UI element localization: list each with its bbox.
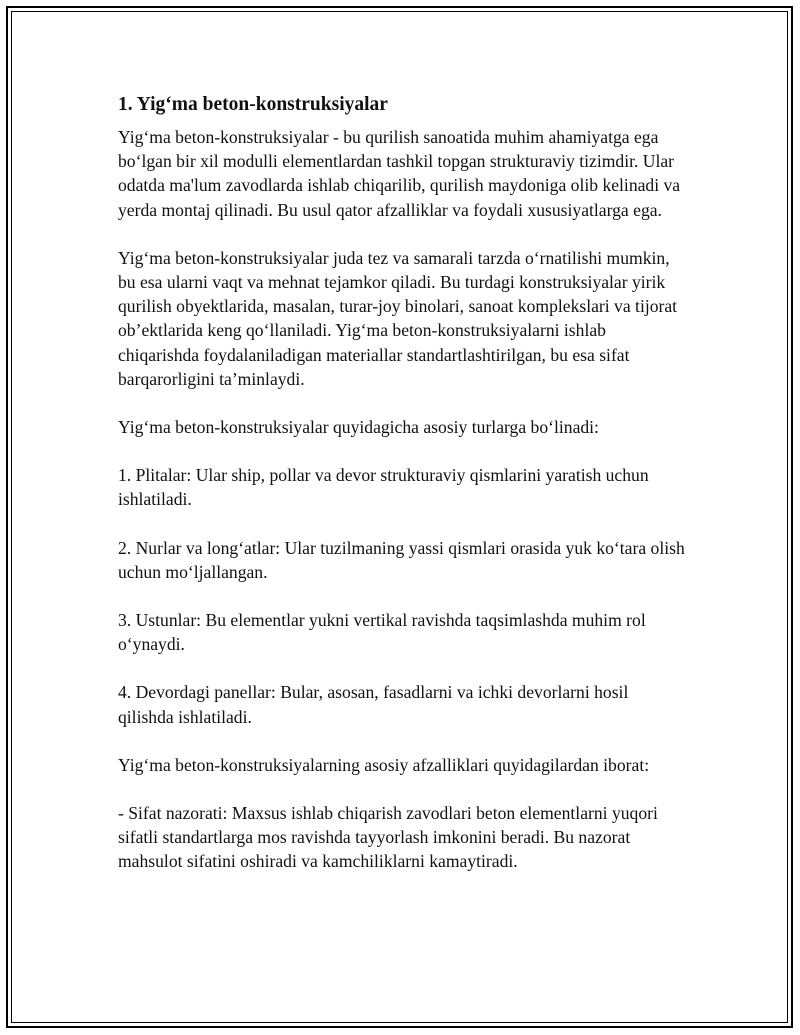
list-item-wall-panels: 4. Devordagi panellar: Bular, asosan, fasadlarni va ichki devorlarni hosil qilishda ishlatiladi. xyxy=(118,682,629,727)
document-body xyxy=(118,92,686,898)
paragraph-types-intro: Yig‘ma beton-konstruksiyalar quyidagicha asosiy turlarga bo‘linadi: xyxy=(118,417,599,438)
paragraph-benefits-intro: Yig‘ma beton-konstruksiyalarning asosiy afzalliklari quyidagilardan iborat: xyxy=(118,754,650,775)
list-item-beams: 2. Nurlar va long‘atlar: Ular tuzilmaning yassi qismlari orasida yuk ko‘tara olish uchun mo‘ljallangan. xyxy=(118,537,685,582)
list-item-quality-control: - Sifat nazorati: Maxsus ishlab chiqarish zavodlari beton elementlarni yuqori sifatli standartlarga mos ravishda tayyorlash imkonini beradi. Bu nazorat mahsulot sifatini oshiradi va kamchiliklarni kamaytiradi. xyxy=(118,803,658,872)
section-heading: 1. Yig‘ma beton-konstruksiyalar xyxy=(118,94,388,115)
paragraph-intro: Yig‘ma beton-konstruksiyalar - bu qurilish sanoatida muhim ahamiyatga ega bo‘lgan bir xil modulli elementlardan tashkil topgan strukturaviy tizimdir. Ular odatda ma'lum zavodlarda ishlab chiqarilib, qurilish maydoniga olib kelinadi va yerda montaj qilinadi. Bu usul qator afzalliklar va foydali xususiyatlarga ega. xyxy=(118,127,681,220)
paragraph-advantages: Yig‘ma beton-konstruksiyalar juda tez va samarali tarzda o‘rnatilishi mumkin, bu esa ularni vaqt va mehnat tejamkor qiladi. Bu turdagi konstruksiyalar yirik qurilish obyektlarida, masalan, turar-joy binolari, sanoat komplekslari va tijorat ob’ektlarida keng qo‘llaniladi. Yig‘ma beton-konstruksiyalarni ishlab chiqarishda foydalaniladigan materiallar standartlashtirilgan, bu esa sifat barqarorligini ta’minlaydi. xyxy=(118,247,678,389)
list-item-columns: 3. Ustunlar: Bu elementlar yukni vertikal ravishda taqsimlashda muhim rol o‘ynaydi. xyxy=(118,610,646,655)
list-item-plates: 1. Plitalar: Ular ship, pollar va devor strukturaviy qismlarini yaratish uchun ishlatiladi. xyxy=(118,465,649,510)
